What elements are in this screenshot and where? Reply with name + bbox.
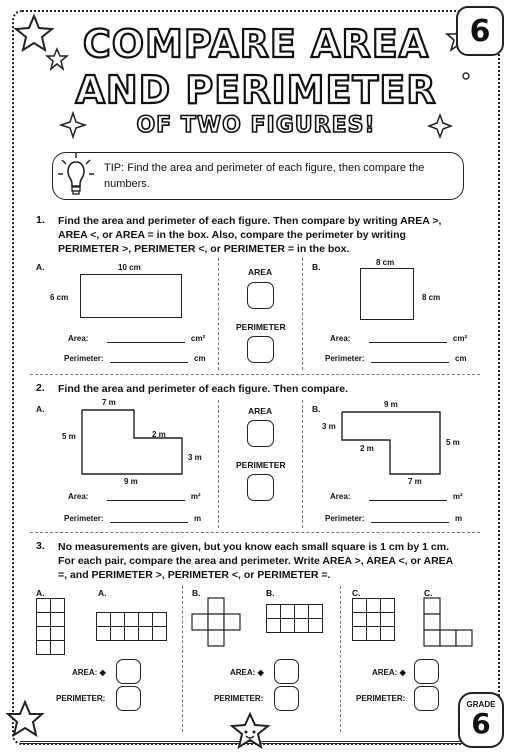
- q3-pair-b-area-prompt: [230, 668, 264, 677]
- divider: [302, 400, 303, 528]
- grade-number: 6: [469, 13, 491, 49]
- grade-badge: [458, 692, 504, 748]
- q1-fig-b-perimeter-row: [325, 354, 467, 363]
- q1-fig-b-label: B.: [312, 262, 321, 272]
- q3-pair-b-right-label: B.: [266, 588, 275, 598]
- q3-pair-a-right-grid: [96, 612, 167, 641]
- q2-fig-a-perimeter-row: [64, 514, 201, 523]
- q3-pair-c-perimeter-box[interactable]: [414, 686, 439, 711]
- area-answer-line[interactable]: [107, 500, 185, 501]
- q1-fig-b-area-row: [330, 334, 467, 343]
- q2-fig-a-bottom: 9 m: [124, 477, 138, 486]
- divider: [340, 586, 341, 732]
- unit: m²: [452, 492, 463, 501]
- section-divider: [30, 532, 480, 533]
- q1-number: 1.: [36, 214, 45, 226]
- q1-fig-a-perimeter-row: [64, 354, 206, 363]
- q2-instructions: Find the area and perimeter of each figure. Then compare.: [58, 383, 348, 395]
- q3-pair-a-area-box[interactable]: [116, 659, 141, 684]
- sparkle-icon: [60, 112, 86, 138]
- q2-fig-b-right: 5 m: [446, 438, 460, 447]
- q2-perimeter-compare-box[interactable]: [247, 474, 274, 501]
- q1-fig-b-height: 8 cm: [422, 293, 441, 302]
- q2-fig-b-area-row: [330, 492, 463, 501]
- divider: [218, 258, 219, 370]
- unit: m²: [190, 492, 201, 501]
- q3-pair-a-area-prompt: [72, 668, 106, 677]
- tip-text: TIP: Find the area and perimeter of each figure, then compare the numbers.: [104, 162, 425, 190]
- q2-fig-b-left: 3 m: [322, 422, 336, 431]
- area-label: Area:: [68, 492, 89, 501]
- q2-fig-a-inner: 2 m: [152, 430, 166, 439]
- q3-pair-c-perimeter-prompt: PERIMETER:: [356, 694, 406, 703]
- q3-pair-b-perimeter-prompt: PERIMETER:: [214, 694, 264, 703]
- perimeter-caption: PERIMETER: [236, 322, 286, 332]
- q2-fig-b-label: B.: [312, 404, 321, 414]
- q3-pair-a-right-label: A.: [98, 588, 107, 598]
- area-label: Area:: [330, 334, 351, 343]
- q3-number: 3.: [36, 540, 45, 552]
- star-icon: [6, 700, 44, 738]
- area-answer-line[interactable]: [369, 500, 447, 501]
- divider: [218, 400, 219, 528]
- area-prompt: AREA:: [372, 668, 398, 677]
- q2-fig-b-bottom: 7 m: [408, 477, 422, 486]
- perimeter-label: Perimeter:: [325, 354, 365, 363]
- q3-pair-b-right-grid: [266, 604, 323, 633]
- diamond-icon: ◆: [99, 668, 106, 677]
- q2-number: 2.: [36, 382, 45, 394]
- q2-fig-a-label: A.: [36, 404, 45, 414]
- q1-perimeter-compare-box[interactable]: [247, 336, 274, 363]
- perimeter-label: Perimeter:: [64, 514, 104, 523]
- unit: cm: [194, 354, 206, 363]
- perimeter-answer-line[interactable]: [110, 362, 188, 363]
- unit: cm²: [452, 334, 468, 343]
- q1-fig-a-label: A.: [36, 262, 45, 272]
- area-prompt: AREA:: [72, 668, 98, 677]
- unit: m: [194, 514, 202, 523]
- q1-area-compare-box[interactable]: [247, 282, 274, 309]
- sparkle-icon: [428, 114, 452, 138]
- q3-pair-c-right-label: C.: [424, 588, 433, 598]
- q3-pair-c-right-l-shape: [424, 598, 472, 646]
- dot-icon: [460, 70, 472, 82]
- area-caption: AREA: [248, 406, 273, 416]
- q2-fig-a-area-row: [68, 492, 201, 501]
- page-title-line-2: AND PERIMETER: [75, 68, 437, 112]
- q1-fig-b-square: [360, 268, 414, 320]
- q3-instructions: No measurements are given, but you know each small square is 1 cm by 1 cm. For each pair, compare the area and perimeter. Write AREA >, AREA <, or AREA =, and PERIMETER >, PERIMETER <, or PERIMETER =.: [58, 541, 453, 581]
- q3-pair-b-perimeter-box[interactable]: [274, 686, 299, 711]
- q2-fig-a-right: 3 m: [188, 453, 202, 462]
- q1-fig-a-rectangle: [80, 274, 182, 318]
- q3-pair-c-left-grid: [352, 598, 395, 641]
- q3-pair-a-perimeter-prompt: PERIMETER:: [56, 694, 106, 703]
- diamond-icon: ◆: [257, 668, 264, 677]
- diamond-icon: ◆: [399, 668, 406, 677]
- perimeter-label: Perimeter:: [64, 354, 104, 363]
- divider: [302, 258, 303, 370]
- q2-fig-b-top: 9 m: [384, 400, 398, 409]
- q2-fig-a-shape: [80, 408, 184, 476]
- q1-fig-a-width: 10 cm: [118, 263, 141, 272]
- perimeter-answer-line[interactable]: [371, 522, 449, 523]
- q1-instructions: Find the area and perimeter of each figure. Then compare by writing AREA >, AREA <, or AREA = in the box. Also, compare the perimeter by writing PERIMETER >, PERIMETER <, or PERIMETER = in the box.: [58, 215, 442, 255]
- q3-pair-c-area-prompt: [372, 668, 406, 677]
- q2-fig-a-top: 7 m: [102, 398, 116, 407]
- q3-pair-a-left-grid: [36, 598, 65, 655]
- unit: cm²: [190, 334, 206, 343]
- area-caption: AREA: [248, 267, 273, 277]
- q3-pair-b-left-cross: [192, 598, 240, 646]
- area-label: Area:: [68, 334, 89, 343]
- q3-pair-c-area-box[interactable]: [414, 659, 439, 684]
- unit: cm: [455, 354, 467, 363]
- q1-fig-a-height: 6 cm: [50, 293, 69, 302]
- q1-fig-b-width: 8 cm: [376, 258, 395, 267]
- q1-fig-a-area-row: [68, 334, 205, 343]
- perimeter-caption: PERIMETER: [236, 460, 286, 470]
- q2-fig-b-perimeter-row: [325, 514, 462, 523]
- area-label: Area:: [330, 492, 351, 501]
- q3-pair-c-left-label: C.: [352, 588, 361, 598]
- section-divider: [30, 374, 480, 375]
- q3-pair-b-area-box[interactable]: [274, 659, 299, 684]
- q3-pair-b-left-label: B.: [192, 588, 201, 598]
- grade-label: GRADE: [466, 700, 496, 709]
- page-title: COMPARE AREA: [82, 22, 430, 66]
- divider: [182, 586, 183, 732]
- q3-pair-a-left-label: A.: [36, 588, 45, 598]
- q2-fig-b-shape: [340, 410, 442, 476]
- unit: m: [455, 514, 463, 523]
- perimeter-answer-line[interactable]: [110, 522, 188, 523]
- area-prompt: AREA:: [230, 668, 256, 677]
- area-answer-line[interactable]: [107, 342, 185, 343]
- area-answer-line[interactable]: [369, 342, 447, 343]
- lightbulb-icon: [58, 150, 94, 202]
- page-subtitle: OF TWO FIGURES!: [136, 113, 376, 138]
- q3-pair-a-perimeter-box[interactable]: [116, 686, 141, 711]
- grade-badge-top: [456, 6, 504, 56]
- q2-area-compare-box[interactable]: [247, 420, 274, 447]
- grade-number: 6: [471, 707, 491, 740]
- smiling-star-icon: [230, 712, 270, 750]
- q2-fig-a-left: 5 m: [62, 432, 76, 441]
- perimeter-answer-line[interactable]: [371, 362, 449, 363]
- perimeter-label: Perimeter:: [325, 514, 365, 523]
- q2-fig-b-inner: 2 m: [360, 444, 374, 453]
